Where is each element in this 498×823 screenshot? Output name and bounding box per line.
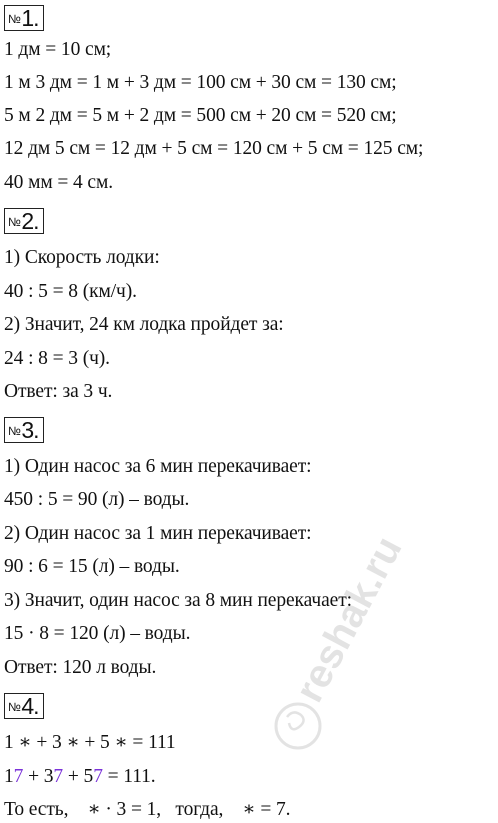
problem-number: 4. <box>21 692 39 719</box>
problem-1-badge <box>4 5 44 31</box>
problem-2-line-3: 2) Значит, 24 км лодка пройдет за: <box>4 314 284 335</box>
problem-2-line-4: 24 : 8 = 3 (ч). <box>4 348 110 369</box>
problem-1-line-1: 1 дм = 10 см; <box>4 39 112 60</box>
problem-1-line-5: 40 мм = 4 см. <box>4 172 113 193</box>
problem-3-line-1: 1) Один насос за 6 мин перекачивает: <box>4 456 312 477</box>
problem-3-line-5: 3) Значит, один насос за 8 мин перекачает: <box>4 590 352 611</box>
equation-term: 1 <box>4 766 14 787</box>
problem-4-line-3: То есть, ∗ · 3 = 1, тогда, ∗ = 7. <box>4 799 291 820</box>
equation-term: + 3 <box>23 766 54 787</box>
problem-number: 3. <box>21 416 39 443</box>
equation-term: = 111. <box>102 766 156 787</box>
problem-3-line-6: 15 · 8 = 120 (л) – воды. <box>4 623 191 644</box>
number-sign: № <box>8 215 21 229</box>
problem-1-line-3: 5 м 2 дм = 5 м + 2 дм = 500 см + 20 см = 520 см; <box>4 105 397 126</box>
problem-number: 1. <box>21 4 39 31</box>
highlighted-digit: 7 <box>93 766 103 787</box>
problem-2-badge <box>4 208 44 234</box>
problem-3-line-3: 2) Один насос за 1 мин перекачивает: <box>4 523 312 544</box>
problem-2-line-5: Ответ: за 3 ч. <box>4 381 113 402</box>
problem-2-line-2: 40 : 5 = 8 (км/ч). <box>4 281 137 302</box>
number-sign: № <box>8 12 21 26</box>
problem-4-line-1: 1 ∗ + 3 ∗ + 5 ∗ = 111 <box>4 732 176 753</box>
number-sign: № <box>8 424 21 438</box>
problem-2-line-1: 1) Скорость лодки: <box>4 247 160 268</box>
equation-term: + 5 <box>63 766 94 787</box>
problem-3-line-2: 450 : 5 = 90 (л) – воды. <box>4 489 190 510</box>
watermark-circle-icon <box>276 704 320 748</box>
problem-4-badge <box>4 693 44 719</box>
problem-1-line-4: 12 дм 5 см = 12 дм + 5 см = 120 см + 5 см = 125 см; <box>4 138 424 159</box>
watermark-text: reshak.ru <box>287 529 411 710</box>
problem-number: 2. <box>21 207 39 234</box>
problem-3-line-7: Ответ: 120 л воды. <box>4 657 157 678</box>
problem-3-line-4: 90 : 6 = 15 (л) – воды. <box>4 556 180 577</box>
highlighted-digit: 7 <box>13 766 24 787</box>
highlighted-digit: 7 <box>53 766 64 787</box>
problem-3-badge <box>4 417 44 443</box>
number-sign: № <box>8 700 21 714</box>
problem-1-line-2: 1 м 3 дм = 1 м + 3 дм = 100 см + 30 см = 130 см; <box>4 72 397 93</box>
problem-4-colored-equation <box>4 764 156 790</box>
